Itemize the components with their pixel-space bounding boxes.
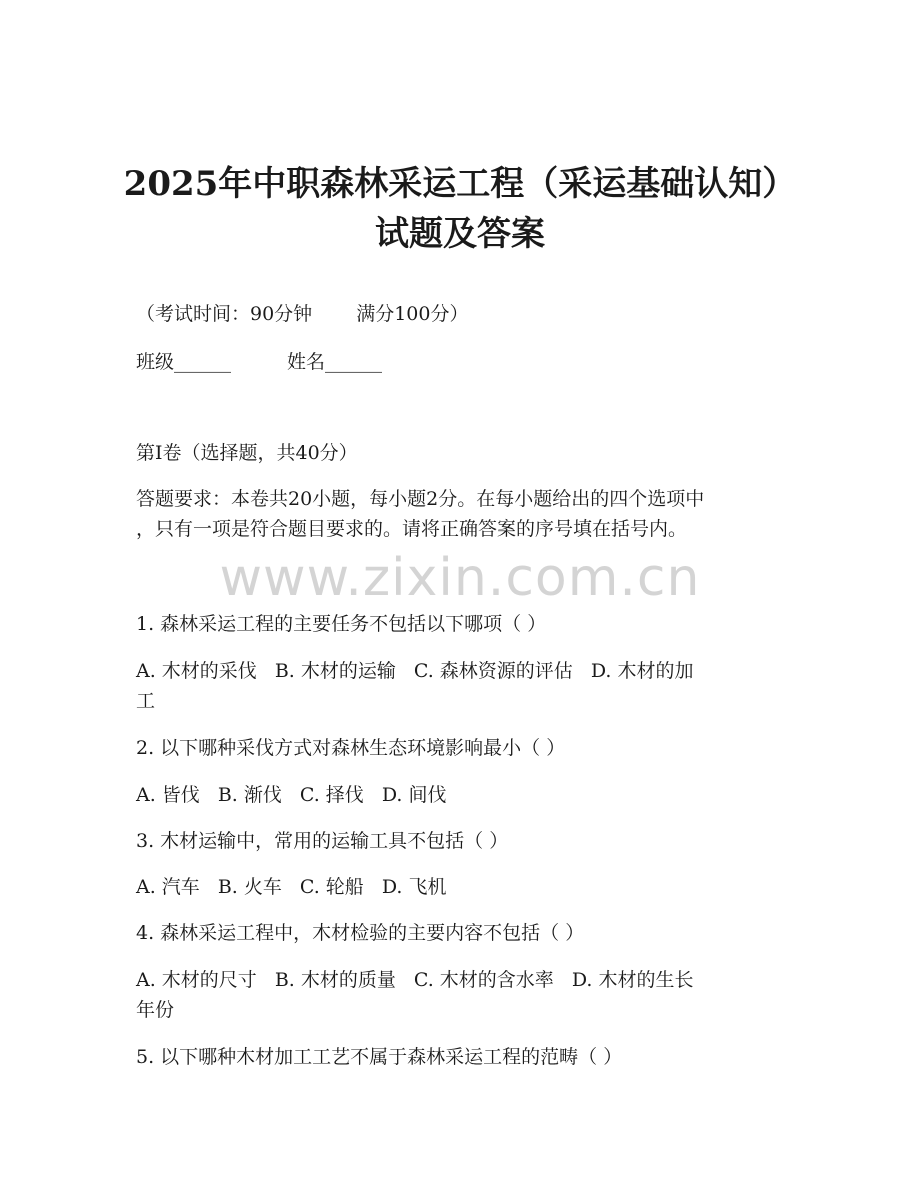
option-c: C. 木材的含水率 [413,969,554,991]
question-5-stem: 5. 以下哪种木材加工工艺不属于森林采运工程的范畴（ ） [136,1046,623,1068]
option-d: D. 木材的加 [590,660,694,682]
option-a: A. 木材的采伐 [136,660,257,682]
class-field: 班级______ [136,351,232,373]
document-title-line2: 试题及答案 [375,214,545,254]
option-a: A. 汽车 [136,876,200,898]
question-4-options [136,967,786,993]
student-fields [136,349,786,375]
question-1-stem: 1. 森林采运工程的主要任务不包括以下哪项（ ） [136,613,547,635]
exam-score: 满分100分） [356,303,469,325]
instructions-line2: ，只有一项是符合题目要求的。请将正确答案的序号填在括号内。 [136,518,688,540]
exam-time: （考试时间：90分钟 [136,303,313,325]
option-c: C. 轮船 [299,876,364,898]
option-a: A. 皆伐 [136,784,200,806]
question-4-options-cont: 年份 [136,999,175,1021]
question-2-options [136,782,786,808]
document-title-line1: 2025年中职森林采运工程（采运基础认知） [123,164,797,204]
option-d: D. 间伐 [381,784,447,806]
question-1-options-cont: 工 [136,690,156,712]
question-4-stem: 4. 森林采运工程中，木材检验的主要内容不包括（ ） [136,922,585,944]
question-2-stem: 2. 以下哪种采伐方式对森林生态环境影响最小（ ） [136,737,566,759]
exam-info [136,301,786,327]
instructions-line1: 答题要求：本卷共20小题，每小题2分。在每小题给出的四个选项中 [136,488,705,510]
option-a: A. 木材的尺寸 [136,969,257,991]
section-heading: 第I卷（选择题，共40分） [136,442,358,464]
option-b: B. 渐伐 [217,784,282,806]
option-c: C. 森林资源的评估 [413,660,573,682]
option-d: D. 木材的生长 [571,969,694,991]
question-1-options [136,658,786,684]
option-b: B. 木材的运输 [274,660,396,682]
name-field: 姓名______ [287,351,383,373]
question-3-stem: 3. 木材运输中，常用的运输工具不包括（ ） [136,830,509,852]
option-d: D. 飞机 [381,876,447,898]
question-3-options [136,874,786,900]
option-b: B. 木材的质量 [274,969,396,991]
option-b: B. 火车 [217,876,282,898]
option-c: C. 择伐 [299,784,364,806]
watermark: www.zixin.com.cn [219,548,701,608]
